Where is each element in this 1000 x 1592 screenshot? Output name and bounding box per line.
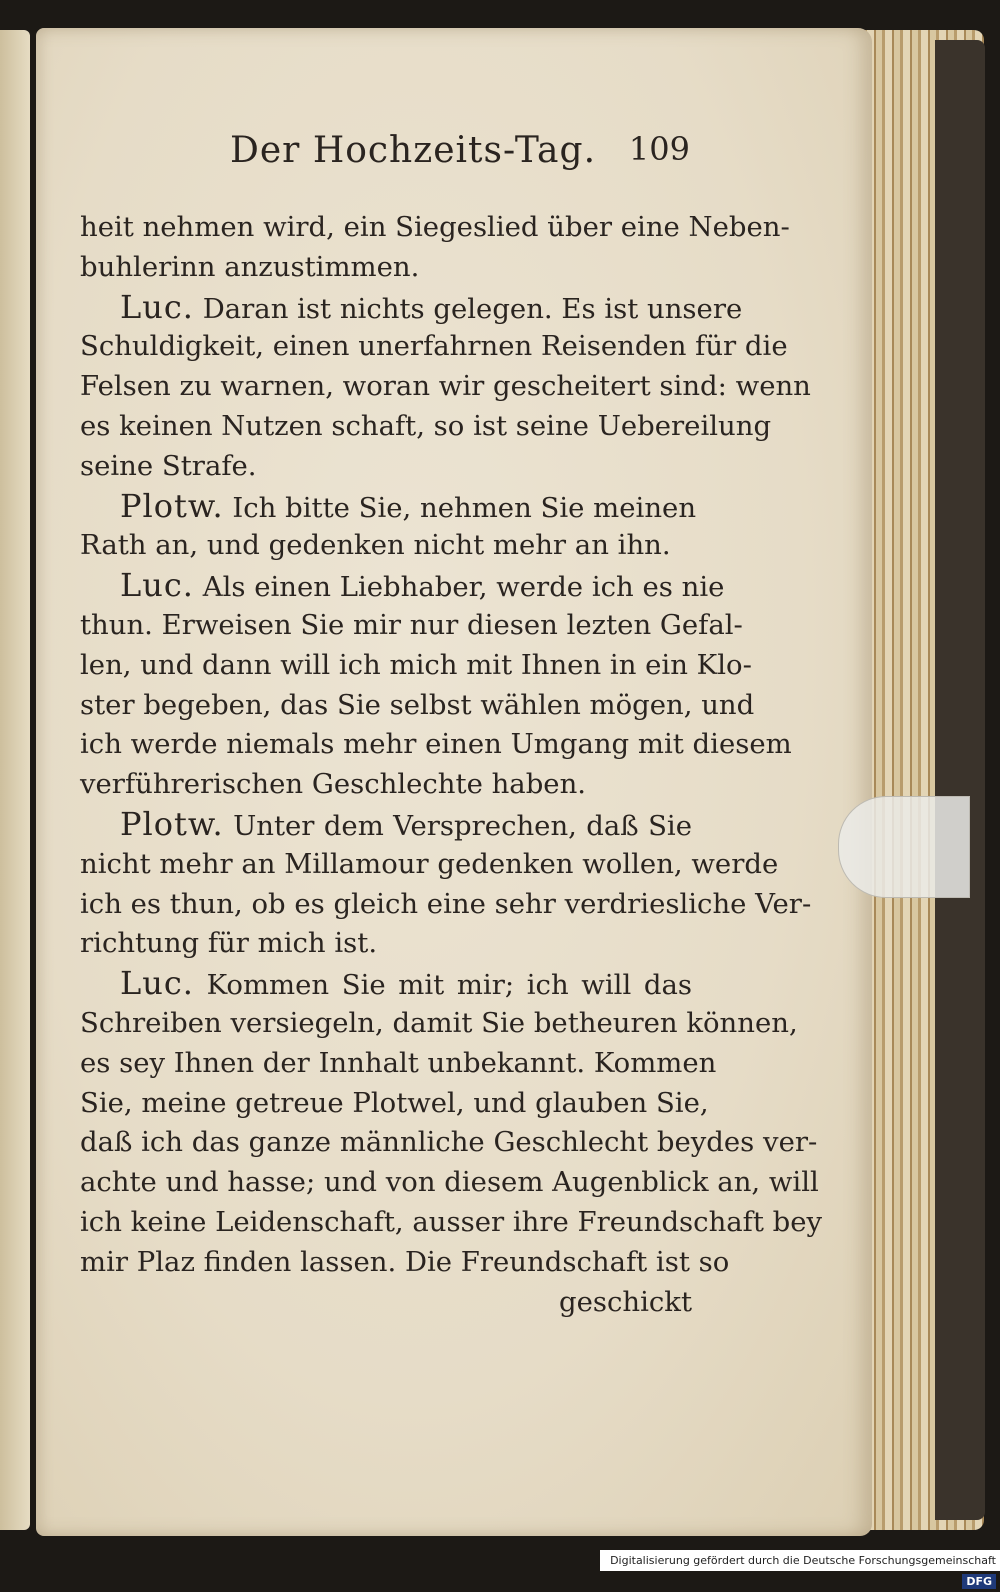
line-text: Schuldigkeit, einen unerfahrnen Reisenden für die	[80, 330, 788, 363]
text-line	[80, 526, 692, 566]
text-line	[80, 805, 692, 845]
line-text: Sie, meine getreue Plotwel, und glauben Sie,	[80, 1086, 709, 1119]
line-text: verführerischen Geschlechte haben.	[80, 768, 587, 801]
line-text: Schreiben versiegeln, damit Sie betheuren können,	[80, 1006, 798, 1039]
line-text: thun. Erweisen Sie mir nur diesen lezten Gefal-	[80, 608, 743, 641]
text-line	[80, 1123, 818, 1163]
text-line	[80, 407, 772, 447]
ribbon-tab	[838, 796, 970, 898]
speaker-name: Luc.	[120, 964, 194, 1003]
text-line	[80, 566, 725, 606]
text-line	[80, 1084, 709, 1124]
text-line	[80, 447, 692, 487]
text-line	[80, 725, 792, 765]
digitization-credit	[600, 1550, 1000, 1588]
line-text: geschickt	[558, 1285, 692, 1318]
text-line	[80, 287, 743, 328]
book-cover-edge	[935, 40, 985, 1520]
speaker-name: Plotw.	[120, 804, 224, 843]
text-line	[80, 845, 779, 885]
page-body-text	[80, 208, 823, 1322]
line-text: daß ich das ganze männliche Geschlecht beydes ver-	[80, 1126, 818, 1159]
text-line	[80, 924, 692, 964]
credit-text: Digitalisierung gefördert durch die Deutsche Forschungsgemeinschaft	[610, 1554, 996, 1567]
text-line	[80, 606, 743, 646]
text-line	[80, 1243, 730, 1283]
line-text: len, und dann will ich mich mit Ihnen in ein Klo-	[80, 648, 752, 681]
text-line	[80, 646, 752, 686]
text-line	[80, 486, 697, 527]
line-text: es sey Ihnen der Innhalt unbekannt. Kommen	[80, 1046, 717, 1079]
text-line	[80, 885, 812, 925]
text-line	[80, 1203, 823, 1243]
speaker-name: Luc.	[120, 566, 194, 605]
line-text: Daran ist nichts gelegen. Es ist unsere	[202, 292, 743, 325]
text-line	[80, 964, 692, 1004]
text-line	[80, 327, 788, 367]
running-head	[230, 130, 690, 180]
text-line	[80, 367, 811, 407]
text-line	[80, 1163, 819, 1203]
line-text: buhlerinn anzustimmen.	[80, 250, 420, 283]
line-text: Kommen Sie mit mir; ich will das	[206, 969, 692, 1002]
line-text: ich werde niemals mehr einen Umgang mit diesem	[80, 728, 792, 761]
line-text: mir Plaz finden lassen. Die Freundschaft ist so	[80, 1245, 730, 1278]
text-line	[80, 1044, 717, 1084]
line-text: ich keine Leidenschaft, ausser ihre Freundschaft bey	[80, 1205, 823, 1238]
line-text: achte und hasse; und von diesem Augenblick an, will	[80, 1166, 819, 1199]
dfg-logo: DFG	[962, 1574, 996, 1589]
speaker-name: Luc.	[120, 287, 194, 326]
line-text: nicht mehr an Millamour gedenken wollen, werde	[80, 847, 779, 880]
line-text: Ich bitte Sie, nehmen Sie meinen	[232, 491, 697, 524]
line-text: ster begeben, das Sie selbst wählen mögen, und	[80, 688, 755, 721]
line-text: es keinen Nutzen schaft, so ist seine Uebereilung	[80, 409, 772, 442]
line-text: heit nehmen wird, ein Siegeslied über eine Neben-	[80, 211, 790, 243]
line-text: ich es thun, ob es gleich eine sehr verdriesliche Ver-	[80, 887, 812, 920]
speaker-name: Plotw.	[120, 486, 224, 525]
line-text: seine Strafe.	[80, 449, 257, 482]
running-title: Der Hochzeits-Tag.	[230, 130, 597, 171]
text-line	[80, 765, 692, 805]
text-line	[80, 1004, 798, 1044]
text-line	[80, 686, 755, 726]
line-text: richtung für mich ist.	[80, 927, 378, 960]
text-line	[80, 208, 790, 248]
line-text: Rath an, und gedenken nicht mehr an ihn.	[80, 529, 671, 562]
line-text: Als einen Liebhaber, werde ich es nie	[202, 571, 725, 604]
page-number: 109	[628, 130, 690, 168]
line-text: Unter dem Versprechen, daß Sie	[233, 809, 692, 842]
facing-page-edge	[0, 30, 30, 1530]
catchword	[80, 1283, 692, 1323]
line-text: Felsen zu warnen, woran wir gescheitert sind: wenn	[80, 370, 811, 403]
text-line	[80, 248, 692, 288]
